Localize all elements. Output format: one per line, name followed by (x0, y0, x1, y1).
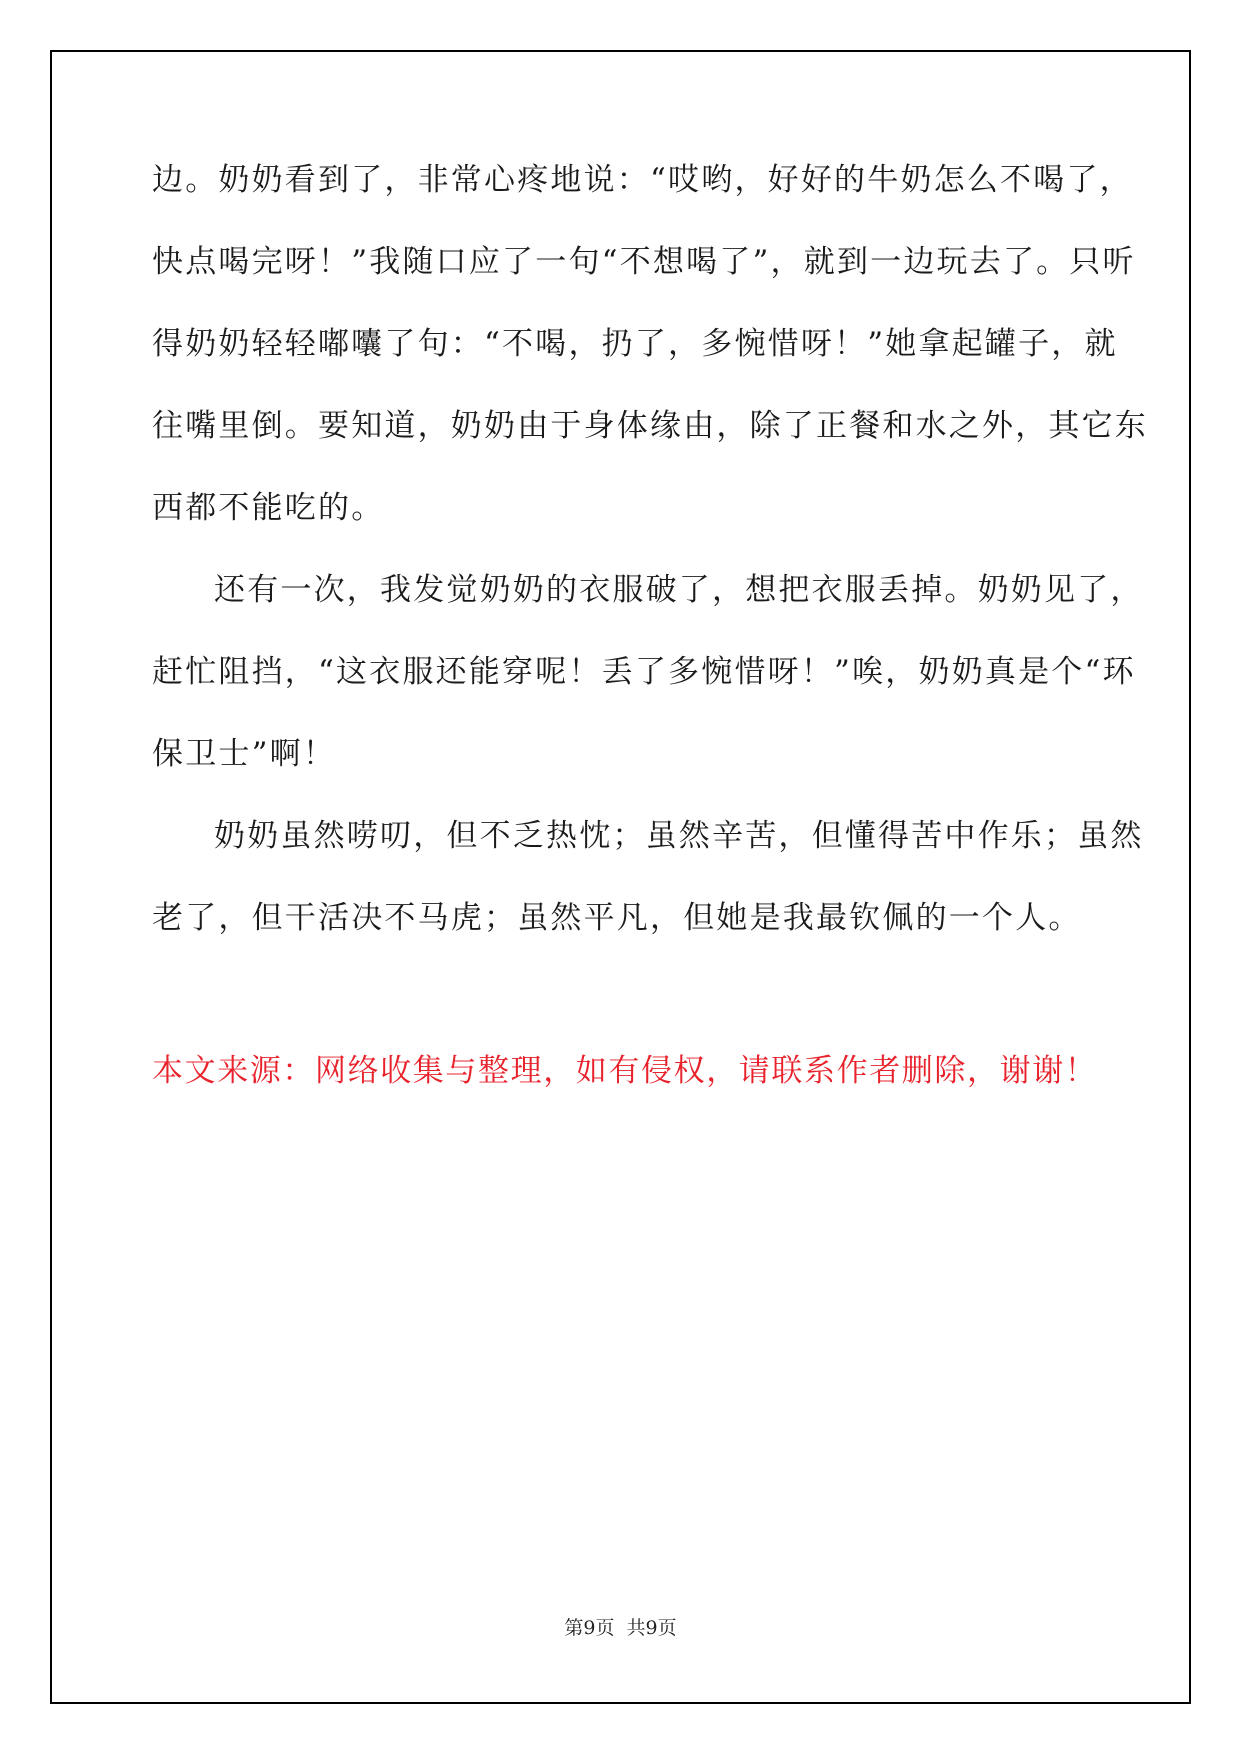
copyright-notice: 本文来源：网络收集与整理，如有侵权，请联系作者删除，谢谢！ (152, 1053, 1098, 1089)
text-line: 西都不能吃的。 (152, 490, 385, 526)
text-line: 得奶奶轻轻嘟囔了句：“不喝，扔了，多惋惜呀！”她拿起罐子，就 (152, 326, 1118, 362)
text-line: 老了，但干活决不马虎；虽然平凡，但她是我最钦佩的一个人。 (152, 900, 1082, 936)
text-line: 赶忙阻挡，“这衣服还能穿呢！丢了多惋惜呀！”唉，奶奶真是个“环 (152, 654, 1136, 690)
current-page-number: 第9页 (564, 1617, 615, 1639)
document-body (152, 160, 1148, 980)
total-page-count: 共9页 (626, 1617, 677, 1639)
page-footer (0, 1616, 1241, 1640)
paragraph-start-line: 奶奶虽然唠叨，但不乏热忱；虽然辛苦，但懂得苦中作乐；虽然 (214, 818, 1144, 854)
text-line: 保卫士”啊！ (152, 736, 337, 772)
text-line: 边。奶奶看到了，非常心疼地说：“哎哟，好好的牛奶怎么不喝了， (152, 162, 1133, 198)
text-line: 快点喝完呀！”我随口应了一句“不想喝了”，就到一边玩去了。只听 (152, 244, 1136, 280)
paragraph-start-line: 还有一次，我发觉奶奶的衣服破了，想把衣服丢掉。奶奶见了， (214, 572, 1144, 608)
text-line: 往嘴里倒。要知道，奶奶由于身体缘由，除了正餐和水之外，其它东 (152, 408, 1148, 444)
